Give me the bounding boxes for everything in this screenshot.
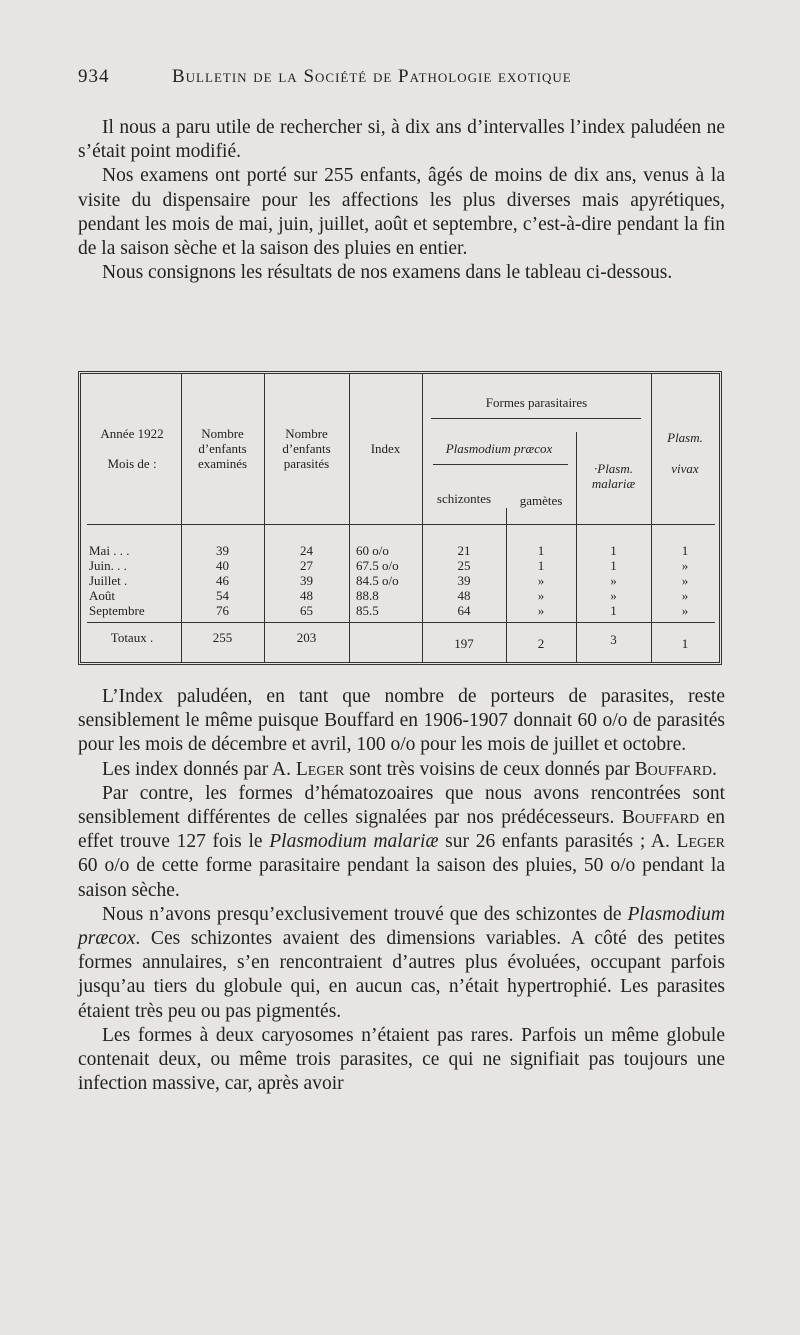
row-month: Mai . . . bbox=[89, 543, 130, 558]
totals-examined: 255 bbox=[212, 630, 233, 645]
row-index: 60 o/o bbox=[356, 543, 389, 558]
journal-title: Bulletin de la Société de Pathologie exotique bbox=[172, 66, 572, 87]
body-paragraph: Par contre, les formes d’hématozoaires que nous avons rencontrées sont sensiblement différentes de celles signalées par nos prédécesseurs. Bouffard en effet trouve 127 fois le Plasmodium malariæ sur 26 enfants parasités ; A. Leger 60 o/o de cette forme parasitaire pendant la saison des pluies, 50 o/o pendant la saison sèche. bbox=[78, 782, 726, 901]
row-gametes: » bbox=[537, 573, 545, 588]
intro-paragraph: Il nous a paru utile de rechercher si, à dix ans d’intervalles l’index paludéen ne s’était point modifié. bbox=[78, 117, 725, 163]
row-schizontes: 64 bbox=[457, 603, 471, 618]
header-praecox: Plasmodium præcox bbox=[445, 441, 553, 456]
body-paragraph: L’Index paludéen, en tant que nombre de porteurs de parasites, reste sensiblement le même puisque Bouffard en 1906-1907 donnait 60 o/o de parasités pour les mois de décembre et avril, 100 o/o pour les mois de juillet et octobre. bbox=[78, 686, 725, 756]
row-gametes: » bbox=[537, 603, 545, 618]
row-vivax: » bbox=[681, 603, 689, 618]
page-header bbox=[78, 66, 728, 96]
row-index: 67.5 o/o bbox=[356, 558, 399, 573]
totals-label: Totaux . bbox=[110, 630, 154, 645]
intro-text bbox=[78, 116, 725, 285]
header-parasitized-3: parasités bbox=[283, 456, 330, 471]
row-schizontes: 21 bbox=[457, 543, 471, 558]
row-examined: 39 bbox=[216, 543, 229, 558]
header-index: Index bbox=[370, 441, 401, 456]
header-examined-1: Nombre bbox=[201, 426, 244, 441]
totals-vivax: 1 bbox=[681, 636, 689, 651]
author-name: Leger bbox=[676, 831, 725, 853]
row-malariae: » bbox=[610, 588, 617, 603]
header-schizontes: schizontes bbox=[436, 491, 492, 506]
row-examined: 54 bbox=[216, 588, 229, 603]
row-malariae: » bbox=[610, 573, 617, 588]
row-schizontes: 39 bbox=[457, 573, 471, 588]
row-index: 84.5 o/o bbox=[356, 573, 399, 588]
intro-paragraph: Nos examens ont porté sur 255 enfants, âgés de moins de dix ans, venus à la visite du dispensaire pour les affections les plus diverses mais apyrétiques, pendant les mois de mai, juin, juillet, août et septembre, c’est-à-dire pendant la fin de la saison sèche et la saison des pluies en entier. bbox=[78, 165, 725, 260]
totals-malariae: 3 bbox=[610, 632, 617, 647]
header-month: Mois de : bbox=[107, 456, 157, 471]
header-vivax-1: Plasm. bbox=[667, 430, 703, 445]
results-table bbox=[78, 371, 722, 665]
row-gametes: 1 bbox=[537, 558, 545, 573]
species-name: Plasmodium præcox bbox=[78, 903, 725, 950]
author-name: Bouffard bbox=[634, 758, 712, 780]
header-malariae-1: ·Plasm. bbox=[594, 461, 633, 476]
row-parasitized: 24 bbox=[300, 543, 313, 558]
row-malariae: 1 bbox=[610, 558, 617, 573]
header-examined-3: examinés bbox=[197, 456, 248, 471]
row-month: Août bbox=[89, 588, 115, 603]
body-paragraph: Les index donnés par A. Leger sont très voisins de ceux donnés par Bouffard. bbox=[102, 758, 717, 780]
header-forms: Formes parasitaires bbox=[485, 395, 588, 410]
row-parasitized: 48 bbox=[300, 588, 313, 603]
row-month: Septembre bbox=[89, 603, 145, 618]
page-number: 934 bbox=[78, 66, 110, 87]
row-index: 85.5 bbox=[356, 603, 379, 618]
header-examined-2: d’enfants bbox=[198, 441, 247, 456]
row-schizontes: 25 bbox=[457, 558, 471, 573]
totals-gametes: 2 bbox=[537, 636, 545, 651]
header-parasitized-1: Nombre bbox=[285, 426, 328, 441]
row-parasitized: 27 bbox=[300, 558, 313, 573]
row-gametes: 1 bbox=[537, 543, 545, 558]
brace-forms bbox=[431, 418, 641, 425]
row-vivax: 1 bbox=[681, 543, 689, 558]
row-gametes: » bbox=[537, 588, 545, 603]
row-examined: 40 bbox=[216, 558, 229, 573]
intro-paragraph: Nous consignons les résultats de nos examens dans le tableau ci-dessous. bbox=[102, 262, 673, 284]
body-paragraph: Les formes à deux caryosomes n’étaient pas rares. Parfois un même globule contenait deux, ou même trois parasites, ce qui ne signifiait pas toujours une infection massive, car, après avoir bbox=[78, 1024, 725, 1095]
header-malariae-2: malariæ bbox=[591, 476, 636, 491]
row-month: Juin. . . bbox=[89, 558, 127, 573]
body-paragraph: Nous n’avons presqu’exclusivement trouvé que des schizontes de Plasmodium præcox. Ces schizontes avaient des dimensions variables. A côté des petites formes annulaires, s’en rencontraient d’autres plus évoluées, occupant parfois jusqu’au tiers du globule qui, en aucun cas, n’était hypertrophié. Les parasites étaient très peu ou pas pigmentés. bbox=[78, 903, 725, 1022]
row-malariae: 1 bbox=[610, 603, 617, 618]
brace-praecox bbox=[433, 464, 568, 471]
row-vivax: » bbox=[681, 588, 689, 603]
species-name: Plasmodium malariæ bbox=[269, 831, 439, 853]
row-examined: 76 bbox=[216, 603, 229, 618]
row-vivax: » bbox=[681, 573, 689, 588]
totals-schizontes: 197 bbox=[454, 636, 474, 651]
author-name: Bouffard bbox=[621, 807, 700, 829]
row-parasitized: 39 bbox=[300, 573, 313, 588]
row-examined: 46 bbox=[216, 573, 229, 588]
header-year: Année 1922 bbox=[100, 426, 164, 441]
row-malariae: 1 bbox=[610, 543, 617, 558]
totals-parasitized: 203 bbox=[296, 630, 317, 645]
body-text bbox=[78, 685, 725, 1096]
row-parasitized: 65 bbox=[300, 603, 313, 618]
header-parasitized-2: d’enfants bbox=[282, 441, 331, 456]
header-vivax-2: vivax bbox=[671, 461, 699, 476]
row-month: Juillet . bbox=[89, 573, 128, 588]
row-index: 88.8 bbox=[356, 588, 379, 603]
row-schizontes: 48 bbox=[457, 588, 471, 603]
header-gametes: gamètes bbox=[519, 493, 563, 508]
row-vivax: » bbox=[681, 558, 689, 573]
author-name: Leger bbox=[295, 758, 345, 780]
